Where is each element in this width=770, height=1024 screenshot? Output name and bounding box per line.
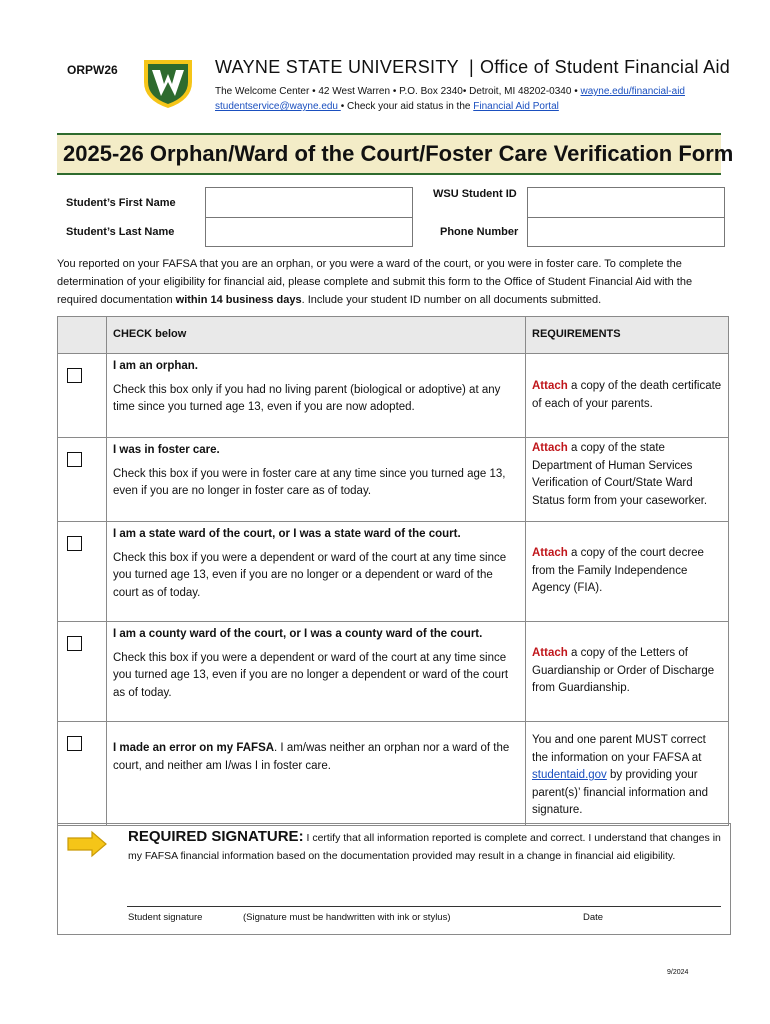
state-ward-checkbox[interactable]: [67, 536, 82, 551]
table-header-row: [58, 317, 729, 354]
revision-date: 9/2024: [667, 969, 689, 976]
address-text: The Welcome Center • 42 West Warren • P.O. Box 2340• Detroit, MI 48202-0340 •: [215, 86, 581, 97]
attach-label: Attach: [532, 547, 568, 560]
signature-heading: REQUIRED SIGNATURE:: [128, 828, 304, 845]
requirement-text: a copy of the state Department of Human Services Verification of Court/State Ward Status form from your caseworker.: [532, 442, 708, 507]
option-body: Check this box only if you had no living parent (biological or adoptive) at any time since you turned age 13, even if you are now adopted.: [113, 383, 501, 413]
website-link[interactable]: wayne.edu/financial-aid: [580, 86, 685, 97]
studentaid-link[interactable]: studentaid.gov: [532, 769, 607, 781]
university-header: [215, 57, 730, 78]
last-name-field[interactable]: [205, 217, 413, 247]
wayne-state-shield-logo-icon: [140, 56, 196, 110]
header-checkbox-cell: [58, 317, 107, 354]
requirement-text: You and one parent MUST correct the information on your FAFSA at: [532, 734, 706, 764]
option-title: I am a state ward of the court, or I was a state ward of the court.: [113, 528, 461, 540]
email-link[interactable]: studentservice@wayne.edu: [215, 101, 341, 112]
office-name: Office of Student Financial Aid: [479, 57, 731, 77]
financial-aid-portal-link[interactable]: Financial Aid Portal: [473, 101, 559, 112]
requirement-text: a copy of the court decree from the Family Independence Agency (FIA).: [532, 547, 704, 595]
table-row: [58, 354, 729, 438]
option-title: I am a county ward of the court, or I was a county ward of the court.: [113, 628, 483, 640]
table-row: [58, 722, 729, 826]
intro-text-1: You reported on your FAFSA that you are an orphan, or you were a ward of the court, or you were in foster care. To complete the determination of your eligibility for financial aid, please complete and submit this form to the Office of Student Financial Aid with the required documentation: [57, 258, 693, 306]
attach-label: Attach: [532, 647, 568, 660]
intro-text-2: . Include your student ID number on all documents submitted.: [301, 294, 602, 306]
requirement-text-cont: by providing your parent(s)’ financial information and signature.: [532, 769, 708, 816]
title-bar: [57, 133, 734, 175]
table-row: [58, 438, 729, 522]
phone-field[interactable]: [527, 217, 725, 247]
attach-label: Attach: [532, 442, 568, 454]
student-signature-label: Student signature: [128, 912, 203, 923]
first-name-field[interactable]: [205, 187, 413, 219]
header-requirements: REQUIREMENTS: [526, 317, 729, 354]
orphan-checkbox[interactable]: [67, 368, 82, 383]
student-id-label: WSU Student ID: [433, 188, 517, 200]
date-label: Date: [583, 912, 604, 923]
arrow-right-icon: [66, 830, 108, 858]
signature-line[interactable]: [127, 906, 721, 907]
signature-statement: [128, 828, 728, 865]
option-title: I made an error on my FAFSA: [113, 742, 275, 754]
attach-label: Attach: [532, 380, 568, 392]
intro-paragraph: [57, 255, 727, 309]
contact-info: [215, 84, 685, 114]
option-body: Check this box if you were a dependent or ward of the court at any time since you turned age 13, even if you are no longer or a dependent or ward of the court as of today.: [113, 551, 507, 599]
option-title: I was in foster care.: [113, 444, 220, 456]
signature-certify-text: I certify that all information reported is complete and correct. I understand that changes in my FAFSA financial information based on the documentation provided may result in a change in financial aid eligibility.: [128, 832, 721, 862]
requirement-text: a copy of the Letters of Guardianship or Order of Discharge from Guardianship.: [532, 647, 715, 695]
table-row: [58, 622, 729, 722]
first-name-label: Student’s First Name: [66, 197, 176, 209]
requirement-text: a copy of the death certificate of each of your parents.: [532, 380, 722, 410]
university-name: WAYNE STATE UNIVERSITY: [215, 57, 459, 77]
option-title: I am an orphan.: [113, 360, 198, 372]
form-code: ORPW26: [67, 63, 118, 77]
option-body: Check this box if you were in foster care at any time since you turned age 13, even if you are no longer in foster care as of today.: [113, 467, 506, 497]
option-body: Check this box if you were a dependent or ward of the court at any time since you turned age 13, even if you are no longer a dependent or ward of the court as of today.: [113, 651, 509, 699]
header-separator: |: [468, 57, 474, 77]
header-check-below: CHECK below: [107, 317, 526, 354]
form-title: 2025-26 Orphan/Ward of the Court/Foster Care Verification Form: [63, 141, 734, 166]
county-ward-checkbox[interactable]: [67, 636, 82, 651]
intro-deadline: within 14 business days: [175, 294, 302, 306]
option-body: . I am/was neither an orphan nor a ward of the court, and neither am I/was I in foster care.: [113, 742, 510, 772]
last-name-label: Student’s Last Name: [66, 226, 175, 238]
foster-care-checkbox[interactable]: [67, 452, 82, 467]
portal-prefix-text: • Check your aid status in the: [340, 101, 474, 112]
phone-label: Phone Number: [440, 226, 519, 238]
fafsa-error-checkbox[interactable]: [67, 736, 82, 751]
table-row: [58, 522, 729, 622]
signature-note: (Signature must be handwritten with ink or stylus): [243, 912, 451, 923]
student-id-field[interactable]: [527, 187, 725, 219]
verification-table: [57, 316, 729, 826]
